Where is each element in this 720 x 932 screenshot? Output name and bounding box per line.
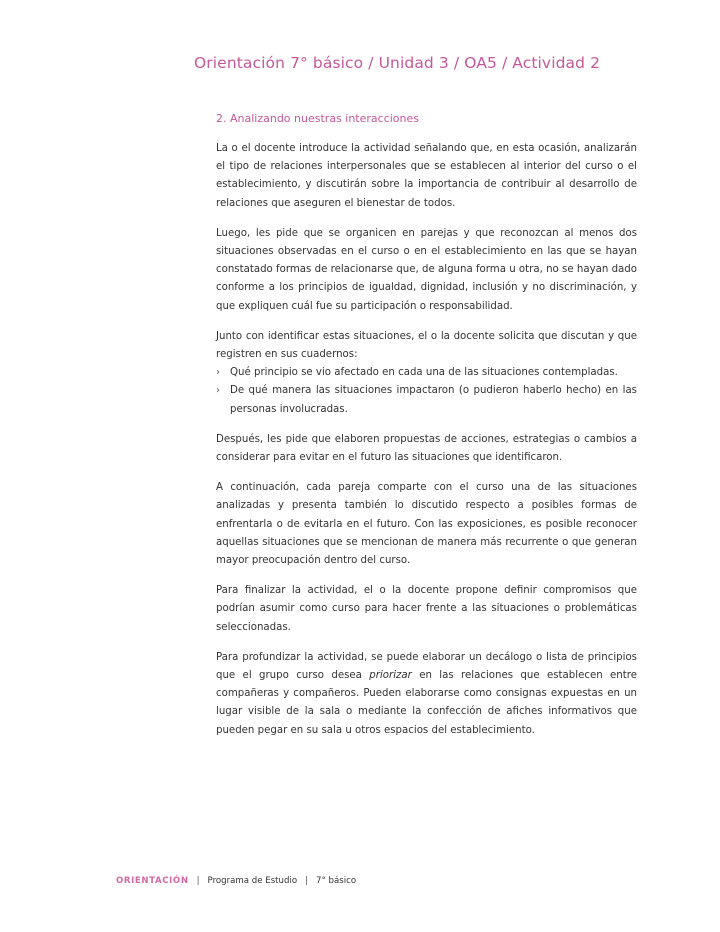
paragraph-intro: La o el docente introduce la actividad señalando que, en esta ocasión, analizarán el tipo de relaciones interpersonales que se establecen al interior del curso o el establecimiento, y discutirán sobre la importancia de contribuir al desarrollo de relaciones que aseguren el bienestar de todos. [216,143,637,209]
paragraph-discussion: Junto con identificar estas situaciones, el o la docente solicita que discutan y que registren en sus cuadernos: [216,330,637,361]
emphasis-text: priorizar [369,670,412,682]
discussion-list [216,364,637,419]
paragraph-deepening [216,649,637,740]
list-item [216,364,637,382]
paragraph-instructions: Luego, les pide que se organicen en parejas y que reconozcan al menos dos situaciones observadas en el curso o en el establecimiento en las que se hayan constatado formas de relacionarse que, de alguna forma u otra, no se hayan dado conforme a los principios de igualdad, dignidad, inclusión y no discriminación, y que expliquen cuál fue su participación o responsabilidad. [216,227,637,312]
footer-grade: 7° básico [316,876,357,886]
paragraph-proposals: Después, les pide que elaboren propuestas de acciones, estrategias o cambios a considerar para evitar en el futuro las situaciones que identificaron. [216,433,637,464]
paragraph-text: Para profundizar la actividad, se puede elaborar un decálogo o lista de principios que el grupo curso desea [216,651,637,682]
list-item [216,382,637,418]
footer-separator: | [196,876,200,886]
paragraph-commitments: Para finalizar la actividad, el o la docente propone definir compromisos que podrían asumir como curso para hacer frente a las situaciones o problemáticas seleccionadas. [216,585,637,633]
page-footer [116,876,356,886]
section-title: 2. Analizando nuestras interacciones [216,112,420,125]
page-header-breadcrumb: Orientación 7° básico / Unidad 3 / OA5 / Actividad 2 [194,54,601,72]
document-body [216,140,637,752]
chevron-right-icon: › [216,367,220,379]
paragraph-sharing: A continuación, cada pareja comparte con el curso una de las situaciones analizadas y presenta también lo discutido respecto a posibles formas de enfrentarla o de evitarla en el futuro. Con las exposiciones, es posible reconocer aquellas situaciones que se mencionan de manera más recurrente o que generan mayor preocupación dentro del curso. [216,482,637,567]
list-item-text: Qué principio se vio afectado en cada una de las situaciones contempladas. [230,367,618,379]
footer-program: Programa de Estudio [207,876,298,886]
footer-subject: ORIENTACIÓN [116,876,189,886]
paragraph-text: en las relaciones que establecen entre compañeras y compañeros. Pueden elaborarse como consignas expuestas en un lugar visible de la sala o mediante la confección de afiches informativos que pueden pegar en su sala u otros espacios del establecimiento. [216,670,637,736]
footer-separator: | [305,876,309,886]
list-item-text: De qué manera las situaciones impactaron (o pudieron haberlo hecho) en las personas involucradas. [230,385,637,415]
chevron-right-icon: › [216,385,220,397]
